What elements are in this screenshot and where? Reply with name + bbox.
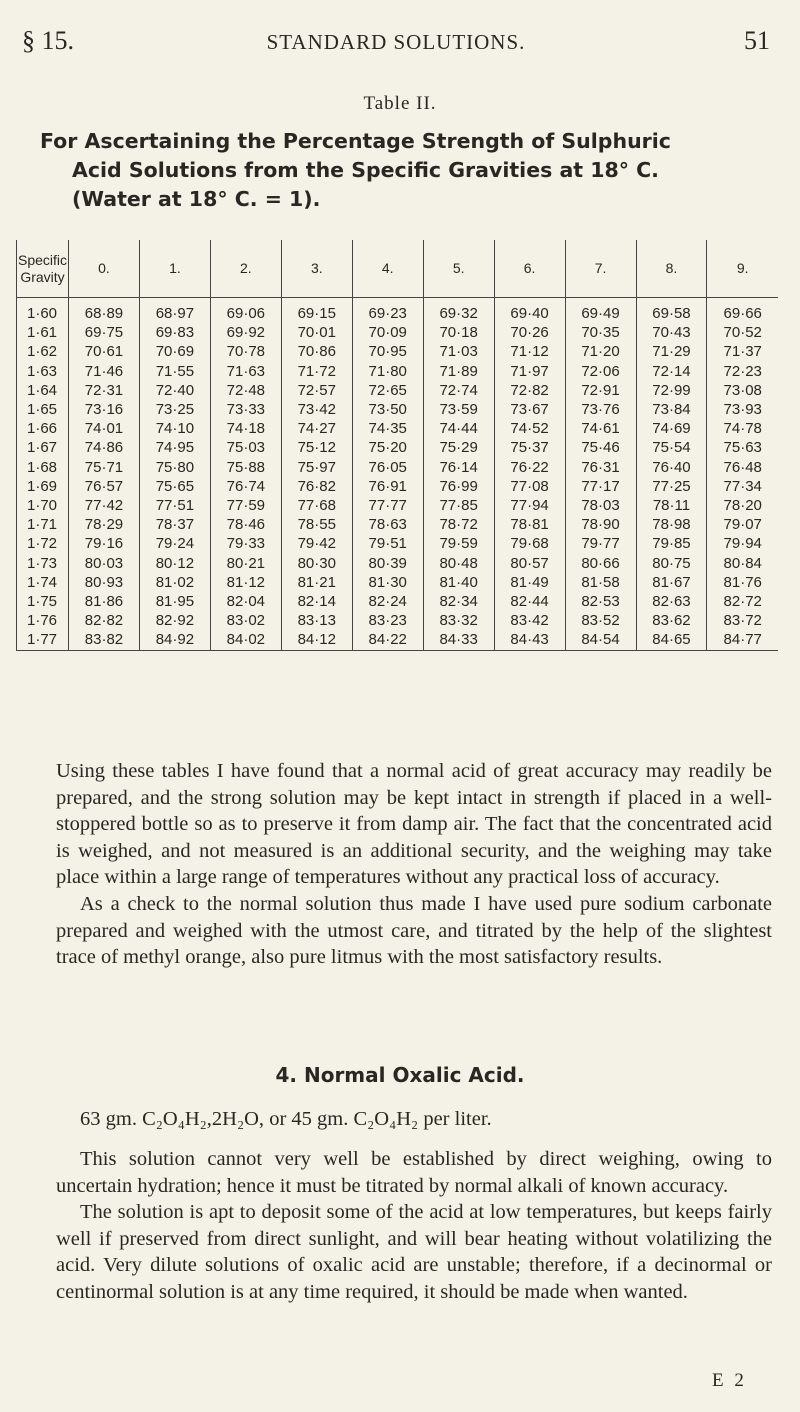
percentage-cell: 76·22	[494, 458, 565, 477]
percentage-cell: 73·84	[636, 400, 707, 419]
table-row	[17, 496, 779, 515]
percentage-cell: 83·02	[210, 611, 281, 630]
percentage-cell: 82·82	[69, 611, 140, 630]
specific-gravity-cell: 1·63	[17, 362, 69, 381]
column-header-decimal: 3.	[281, 240, 352, 298]
percentage-cell: 74·86	[69, 438, 140, 457]
specific-gravity-cell: 1·66	[17, 419, 69, 438]
percentage-cell: 69·23	[352, 298, 423, 324]
percentage-cell: 69·58	[636, 298, 707, 324]
percentage-cell: 73·42	[281, 400, 352, 419]
table-row	[17, 534, 779, 553]
percentage-cell: 76·99	[423, 477, 494, 496]
percentage-cell: 72·57	[281, 381, 352, 400]
percentage-cell: 80·21	[210, 554, 281, 573]
specific-gravity-cell: 1·75	[17, 592, 69, 611]
column-header-decimal: 2.	[210, 240, 281, 298]
column-header-decimal: 8.	[636, 240, 707, 298]
percentage-cell: 77·68	[281, 496, 352, 515]
percentage-cell: 70·01	[281, 323, 352, 342]
percentage-cell: 72·91	[565, 381, 636, 400]
percentage-cell: 78·03	[565, 496, 636, 515]
percentage-cell: 83·52	[565, 611, 636, 630]
percentage-cell: 77·17	[565, 477, 636, 496]
percentage-cell: 77·94	[494, 496, 565, 515]
percentage-cell: 79·24	[139, 534, 210, 553]
percentage-cell: 71·89	[423, 362, 494, 381]
percentage-cell: 72·99	[636, 381, 707, 400]
specific-gravity-cell: 1·71	[17, 515, 69, 534]
percentage-cell: 77·85	[423, 496, 494, 515]
percentage-cell: 84·43	[494, 630, 565, 650]
specific-gravity-cell: 1·60	[17, 298, 69, 324]
percentage-cell: 84·33	[423, 630, 494, 650]
percentage-cell: 76·74	[210, 477, 281, 496]
percentage-cell: 79·07	[707, 515, 778, 534]
percentage-cell: 78·11	[636, 496, 707, 515]
percentage-cell: 78·29	[69, 515, 140, 534]
percentage-cell: 80·75	[636, 554, 707, 573]
specific-gravity-cell: 1·77	[17, 630, 69, 650]
signature-mark: E 2	[712, 1370, 747, 1391]
specific-gravity-cell: 1·65	[17, 400, 69, 419]
percentage-cell: 71·46	[69, 362, 140, 381]
percentage-cell: 75·54	[636, 438, 707, 457]
percentage-cell: 76·31	[565, 458, 636, 477]
percentage-cell: 70·52	[707, 323, 778, 342]
percentage-cell: 80·93	[69, 573, 140, 592]
percentage-cell: 78·98	[636, 515, 707, 534]
percentage-cell: 79·59	[423, 534, 494, 553]
percentage-cell: 75·20	[352, 438, 423, 457]
percentage-cell: 72·06	[565, 362, 636, 381]
percentage-cell: 72·23	[707, 362, 778, 381]
table-row	[17, 477, 779, 496]
page-number: 51	[744, 26, 770, 55]
percentage-cell: 81·02	[139, 573, 210, 592]
percentage-cell: 82·24	[352, 592, 423, 611]
text-block-2	[56, 1146, 772, 1306]
table-row	[17, 611, 779, 630]
percentage-cell: 74·61	[565, 419, 636, 438]
percentage-cell: 82·53	[565, 592, 636, 611]
paragraph: As a check to the normal solution thus made I have used pure sodium carbonate prepared and weighed with the utmost care, and titrated by the help of the slightest trace of methyl orange, also pure litmus with the most satisfactory results.	[56, 892, 772, 969]
percentage-cell: 82·14	[281, 592, 352, 611]
percentage-cell: 79·68	[494, 534, 565, 553]
percentage-cell: 81·12	[210, 573, 281, 592]
percentage-cell: 68·89	[69, 298, 140, 324]
column-header-decimal: 0.	[69, 240, 140, 298]
table-row	[17, 323, 779, 342]
percentage-cell: 74·18	[210, 419, 281, 438]
percentage-cell: 69·75	[69, 323, 140, 342]
formula-prefix: 63 gm.	[80, 1108, 137, 1130]
percentage-cell: 76·82	[281, 477, 352, 496]
percentage-cell: 71·12	[494, 342, 565, 361]
percentage-cell: 84·54	[565, 630, 636, 650]
table-row	[17, 554, 779, 573]
formula-line	[80, 1108, 780, 1131]
running-header	[22, 26, 770, 66]
percentage-cell: 75·12	[281, 438, 352, 457]
table-row	[17, 342, 779, 361]
percentage-cell: 84·92	[139, 630, 210, 650]
table-row	[17, 298, 779, 324]
percentage-cell: 73·93	[707, 400, 778, 419]
percentage-cell: 71·80	[352, 362, 423, 381]
percentage-cell: 83·82	[69, 630, 140, 650]
formula-compound: C₂O₄H₂	[353, 1108, 419, 1130]
percentage-cell: 82·34	[423, 592, 494, 611]
percentage-cell: 69·92	[210, 323, 281, 342]
percentage-cell: 76·05	[352, 458, 423, 477]
percentage-cell: 82·92	[139, 611, 210, 630]
percentage-cell: 80·12	[139, 554, 210, 573]
percentage-cell: 70·86	[281, 342, 352, 361]
percentage-cell: 77·08	[494, 477, 565, 496]
percentage-cell: 74·95	[139, 438, 210, 457]
percentage-cell: 82·63	[636, 592, 707, 611]
percentage-cell: 77·59	[210, 496, 281, 515]
percentage-cell: 80·30	[281, 554, 352, 573]
percentage-cell: 73·50	[352, 400, 423, 419]
specific-gravity-cell: 1·76	[17, 611, 69, 630]
percentage-cell: 73·76	[565, 400, 636, 419]
column-header-decimal: 5.	[423, 240, 494, 298]
column-header-specific-gravity: Specific Gravity	[17, 240, 69, 298]
table-heading	[40, 127, 780, 214]
percentage-cell: 69·83	[139, 323, 210, 342]
column-header-decimal: 6.	[494, 240, 565, 298]
table-row	[17, 419, 779, 438]
percentage-cell: 71·55	[139, 362, 210, 381]
percentage-cell: 83·42	[494, 611, 565, 630]
percentage-cell: 69·06	[210, 298, 281, 324]
percentage-cell: 78·63	[352, 515, 423, 534]
paragraph: This solution cannot very well be established by direct weighing, owing to uncertain hydration; hence it must be titrated by normal alkali of known accuracy.	[56, 1148, 772, 1197]
percentage-cell: 84·12	[281, 630, 352, 650]
percentage-cell: 71·20	[565, 342, 636, 361]
percentage-cell: 80·39	[352, 554, 423, 573]
percentage-cell: 73·33	[210, 400, 281, 419]
column-header-decimal: 1.	[139, 240, 210, 298]
percentage-cell: 75·37	[494, 438, 565, 457]
percentage-cell: 75·88	[210, 458, 281, 477]
percentage-cell: 84·02	[210, 630, 281, 650]
percentage-cell: 74·01	[69, 419, 140, 438]
percentage-cell: 78·20	[707, 496, 778, 515]
specific-gravity-cell: 1·68	[17, 458, 69, 477]
percentage-cell: 79·33	[210, 534, 281, 553]
percentage-cell: 75·46	[565, 438, 636, 457]
percentage-cell: 75·65	[139, 477, 210, 496]
percentage-cell: 81·30	[352, 573, 423, 592]
percentage-cell: 77·42	[69, 496, 140, 515]
percentage-cell: 78·72	[423, 515, 494, 534]
percentage-cell: 71·97	[494, 362, 565, 381]
percentage-cell: 72·31	[69, 381, 140, 400]
percentage-cell: 78·55	[281, 515, 352, 534]
percentage-cell: 69·49	[565, 298, 636, 324]
percentage-cell: 77·34	[707, 477, 778, 496]
percentage-cell: 68·97	[139, 298, 210, 324]
text-block-1	[56, 758, 772, 971]
percentage-cell: 77·51	[139, 496, 210, 515]
percentage-cell: 71·29	[636, 342, 707, 361]
specific-gravity-cell: 1·72	[17, 534, 69, 553]
table-row	[17, 630, 779, 650]
percentage-cell: 72·40	[139, 381, 210, 400]
percentage-cell: 82·72	[707, 592, 778, 611]
percentage-cell: 81·21	[281, 573, 352, 592]
percentage-cell: 73·67	[494, 400, 565, 419]
percentage-cell: 70·18	[423, 323, 494, 342]
specific-gravity-cell: 1·74	[17, 573, 69, 592]
specific-gravity-cell: 1·64	[17, 381, 69, 400]
table-row	[17, 573, 779, 592]
percentage-cell: 75·97	[281, 458, 352, 477]
percentage-cell: 81·95	[139, 592, 210, 611]
percentage-cell: 81·40	[423, 573, 494, 592]
percentage-cell: 81·58	[565, 573, 636, 592]
percentage-cell: 81·86	[69, 592, 140, 611]
percentage-cell: 79·94	[707, 534, 778, 553]
percentage-cell: 73·25	[139, 400, 210, 419]
percentage-cell: 72·74	[423, 381, 494, 400]
table-heading-line: (Water at 18° C. = 1).	[72, 187, 321, 211]
formula-compound: C₂O₄H₂,2H₂O,	[142, 1108, 265, 1130]
specific-gravity-cell: 1·61	[17, 323, 69, 342]
percentage-cell: 70·26	[494, 323, 565, 342]
percentage-cell: 84·22	[352, 630, 423, 650]
percentage-cell: 84·65	[636, 630, 707, 650]
percentage-cell: 76·57	[69, 477, 140, 496]
percentage-cell: 74·69	[636, 419, 707, 438]
specific-gravity-cell: 1·73	[17, 554, 69, 573]
percentage-cell: 77·25	[636, 477, 707, 496]
table-body	[17, 298, 779, 651]
percentage-cell: 69·40	[494, 298, 565, 324]
percentage-cell: 78·81	[494, 515, 565, 534]
section-number: § 15.	[22, 26, 74, 55]
percentage-cell: 79·42	[281, 534, 352, 553]
percentage-cell: 72·48	[210, 381, 281, 400]
percentage-cell: 71·63	[210, 362, 281, 381]
percentage-cell: 73·59	[423, 400, 494, 419]
specific-gravity-cell: 1·62	[17, 342, 69, 361]
percentage-cell: 81·76	[707, 573, 778, 592]
section-heading: 4. Normal Oxalic Acid.	[275, 1063, 525, 1087]
percentage-cell: 83·72	[707, 611, 778, 630]
specific-gravity-cell: 1·69	[17, 477, 69, 496]
percentage-cell: 76·40	[636, 458, 707, 477]
percentage-cell: 70·35	[565, 323, 636, 342]
percentage-cell: 74·27	[281, 419, 352, 438]
percentage-cell: 78·37	[139, 515, 210, 534]
table-row	[17, 381, 779, 400]
percentage-cell: 69·32	[423, 298, 494, 324]
table-header-row	[17, 240, 779, 298]
percentage-cell: 83·13	[281, 611, 352, 630]
percentage-cell: 69·15	[281, 298, 352, 324]
percentage-cell: 71·37	[707, 342, 778, 361]
percentage-cell: 75·29	[423, 438, 494, 457]
percentage-cell: 72·14	[636, 362, 707, 381]
percentage-cell: 78·46	[210, 515, 281, 534]
percentage-cell: 83·32	[423, 611, 494, 630]
table-heading-line: Acid Solutions from the Specific Gravities at 18° C.	[72, 158, 659, 182]
percentage-cell: 75·63	[707, 438, 778, 457]
percentage-cell: 70·43	[636, 323, 707, 342]
percentage-cell: 81·49	[494, 573, 565, 592]
percentage-cell: 84·77	[707, 630, 778, 650]
table-row	[17, 515, 779, 534]
percentage-cell: 79·85	[636, 534, 707, 553]
percentage-cell: 80·84	[707, 554, 778, 573]
percentage-cell: 80·48	[423, 554, 494, 573]
table-row	[17, 400, 779, 419]
percentage-cell: 80·66	[565, 554, 636, 573]
percentage-cell: 73·08	[707, 381, 778, 400]
percentage-cell: 80·03	[69, 554, 140, 573]
table-row	[17, 438, 779, 457]
percentage-cell: 75·80	[139, 458, 210, 477]
percentage-cell: 70·69	[139, 342, 210, 361]
table-heading-line: For Ascertaining the Percentage Strength of Sulphuric	[40, 129, 671, 153]
percentage-cell: 72·65	[352, 381, 423, 400]
paragraph: Using these tables I have found that a normal acid of great accuracy may readily be prepared, and the strong solution may be kept intact in strength if placed in a well-stoppered bottle so as to preserve it from damp air. The fact that the concentrated acid is weighed, and not measured is an additional security, and the weighing may take place within a large range of temperatures without any practical loss of accuracy.	[56, 760, 772, 889]
percentage-cell: 76·14	[423, 458, 494, 477]
percentage-cell: 76·48	[707, 458, 778, 477]
column-header-decimal: 7.	[565, 240, 636, 298]
percentage-cell: 70·78	[210, 342, 281, 361]
table-caption: Table II.	[363, 93, 437, 114]
percentage-cell: 73·16	[69, 400, 140, 419]
percentage-cell: 71·03	[423, 342, 494, 361]
percentage-cell: 74·52	[494, 419, 565, 438]
percentage-cell: 70·95	[352, 342, 423, 361]
percentage-cell: 77·77	[352, 496, 423, 515]
table-row	[17, 592, 779, 611]
formula-connector: or 45 gm.	[269, 1108, 349, 1130]
percentage-cell: 82·04	[210, 592, 281, 611]
percentage-cell: 74·10	[139, 419, 210, 438]
percentage-cell: 81·67	[636, 573, 707, 592]
specific-gravity-cell: 1·67	[17, 438, 69, 457]
percentage-cell: 79·51	[352, 534, 423, 553]
table-row	[17, 362, 779, 381]
column-header-decimal: 4.	[352, 240, 423, 298]
running-title: STANDARD SOLUTIONS.	[266, 30, 526, 54]
percentage-cell: 70·09	[352, 323, 423, 342]
specific-gravity-cell: 1·70	[17, 496, 69, 515]
percentage-cell: 79·77	[565, 534, 636, 553]
percentage-cell: 71·72	[281, 362, 352, 381]
percentage-cell: 83·23	[352, 611, 423, 630]
percentage-cell: 80·57	[494, 554, 565, 573]
column-header-decimal: 9.	[707, 240, 778, 298]
paragraph: The solution is apt to deposit some of the acid at low temperatures, but keeps fairly well if preserved from direct sunlight, and will bear heating without volatilizing the acid. Very dilute solutions of oxalic acid are unstable; therefore, if a decinormal or centinormal solution is at any time required, it should be made when wanted.	[56, 1201, 772, 1303]
percentage-cell: 79·16	[69, 534, 140, 553]
percentage-cell: 74·44	[423, 419, 494, 438]
percentage-cell: 75·03	[210, 438, 281, 457]
percentage-cell: 74·78	[707, 419, 778, 438]
percentage-cell: 74·35	[352, 419, 423, 438]
percentage-cell: 69·66	[707, 298, 778, 324]
percentage-cell: 75·71	[69, 458, 140, 477]
formula-suffix: per liter.	[423, 1108, 492, 1130]
percentage-cell: 82·44	[494, 592, 565, 611]
percentage-cell: 70·61	[69, 342, 140, 361]
percentage-cell: 83·62	[636, 611, 707, 630]
percentage-cell: 72·82	[494, 381, 565, 400]
table-row	[17, 458, 779, 477]
percentage-cell: 78·90	[565, 515, 636, 534]
percentage-cell: 76·91	[352, 477, 423, 496]
sulphuric-acid-table	[16, 240, 778, 651]
